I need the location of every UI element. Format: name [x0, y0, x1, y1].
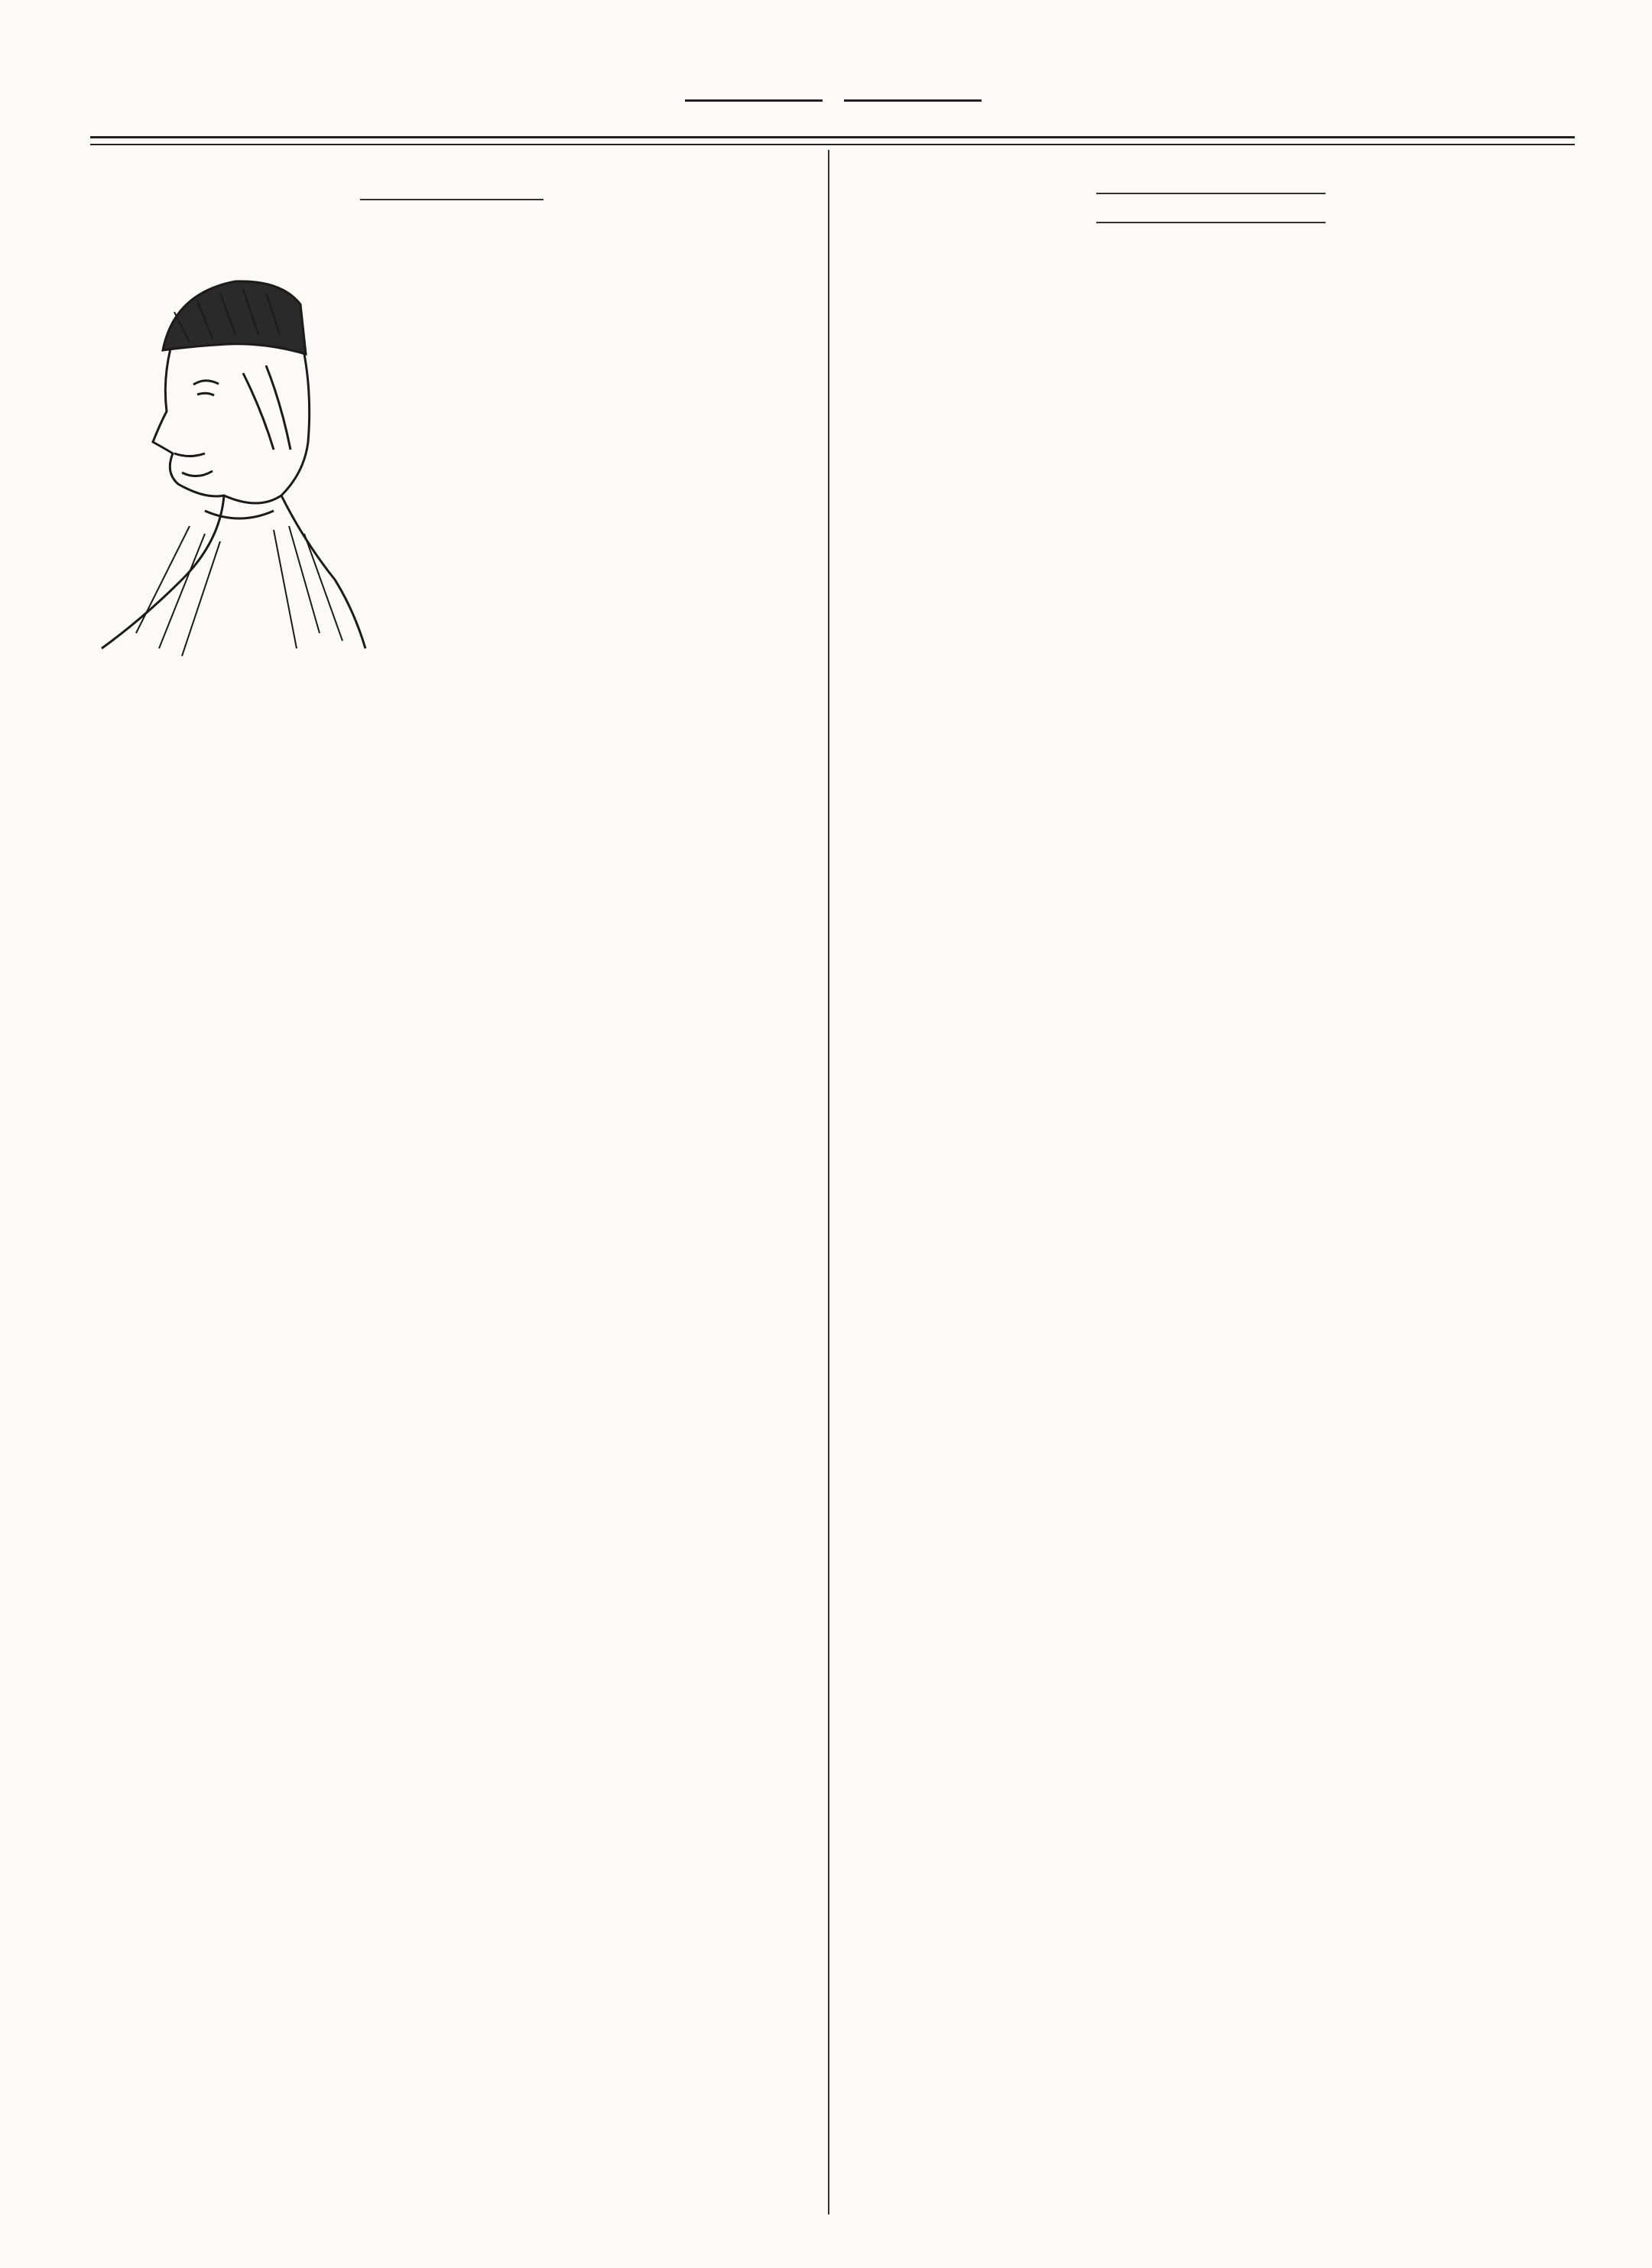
portrait-engraving-icon: [90, 220, 373, 664]
masthead-rule-right: [844, 99, 982, 102]
preacher-portrait: [90, 220, 373, 664]
article-separator: [1096, 193, 1326, 194]
masthead: [92, 76, 1575, 119]
left-column: [90, 170, 813, 667]
article-separator: [360, 199, 544, 200]
masthead-rule-left: [685, 99, 823, 102]
header-rule-thin: [90, 144, 1575, 145]
right-column: [845, 170, 1576, 246]
page-header: [92, 76, 1575, 130]
article-separator: [1096, 222, 1326, 223]
column-divider: [828, 150, 829, 2214]
header-rule: [90, 136, 1575, 138]
